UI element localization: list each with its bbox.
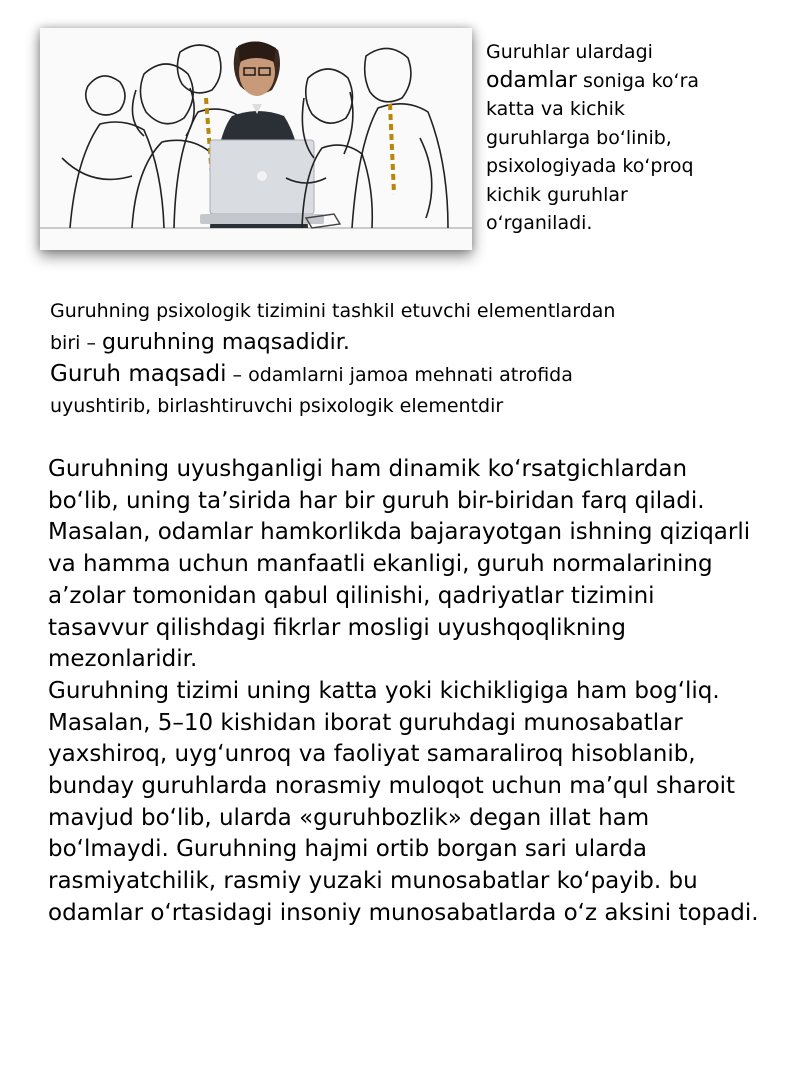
definition-line — [50, 327, 750, 359]
body-paragraph: Guruhning tizimi uning katta yoki kichikligiga ham bogʻliq. Masalan, 5–10 kishidan iborat guruhdagi munosabatlar yaxshiroq, uygʻunroq va faoliyat samaraliroq hisoblanib, bunday guruhlarda norasmiy muloqot uchun maʼqul sharoit mavjud boʻlib, ularda «guruhbozlik» degan illat ham boʻlmaydi. Guruhning hajmi ortib borgan sari ularda rasmiyatchilik, rasmiy yuzaki munosabatlar koʻpayib. bu odamlar oʻrtasidagi insoniy munosabatlarda oʻz aksini topadi. — [48, 677, 759, 926]
definition-emphasis: guruhning maqsadidir. — [102, 330, 350, 355]
caption-line: psixologiyada koʻproq — [486, 155, 694, 177]
definition-text: biri – — [50, 332, 103, 354]
caption-line: katta va kichik — [486, 98, 625, 120]
figure-caption — [486, 38, 776, 238]
caption-line: kichik guruhlar — [486, 183, 628, 206]
definition-paragraph — [50, 296, 750, 422]
caption-line — [486, 67, 776, 96]
caption-text: soniga koʻra — [576, 69, 700, 92]
definition-line: uyushtirib, birlashtiruvchi psixologik elementdir — [50, 395, 504, 417]
main-text — [48, 454, 760, 930]
caption-emphasis: odamlar — [486, 67, 577, 93]
caption-line: guruhlarga boʻlinib, — [486, 126, 672, 149]
definition-line — [50, 359, 750, 391]
caption-line: oʻrganiladi. — [486, 212, 593, 234]
people-with-laptop-illustration-icon — [40, 28, 472, 250]
caption-line: Guruhlar ulardagi — [486, 41, 653, 63]
definition-text: – odamlarni jamoa mehnati atrofida — [226, 364, 573, 386]
body-paragraph: Guruhning uyushganligi ham dinamik koʻrsatgichlardan boʻlib, uning taʼsirida har bir guruh bir-biridan farq qiladi. Masalan, odamlar hamkorlikda bajarayotgan ishning qiziqarli va hamma uchun manfaatli ekanligi, guruh normalarining aʼzolar tomonidan qabul qilinishi, qadriyatlar tizimini tasavvur qilishdagi fikrlar mosligi uyushqoqlikning mezonlaridir. — [48, 456, 751, 673]
group-illustration — [40, 28, 472, 250]
definition-term: Guruh maqsadi — [50, 361, 227, 387]
definition-line: Guruhning psixologik tizimini tashkil etuvchi elementlardan — [50, 300, 616, 322]
